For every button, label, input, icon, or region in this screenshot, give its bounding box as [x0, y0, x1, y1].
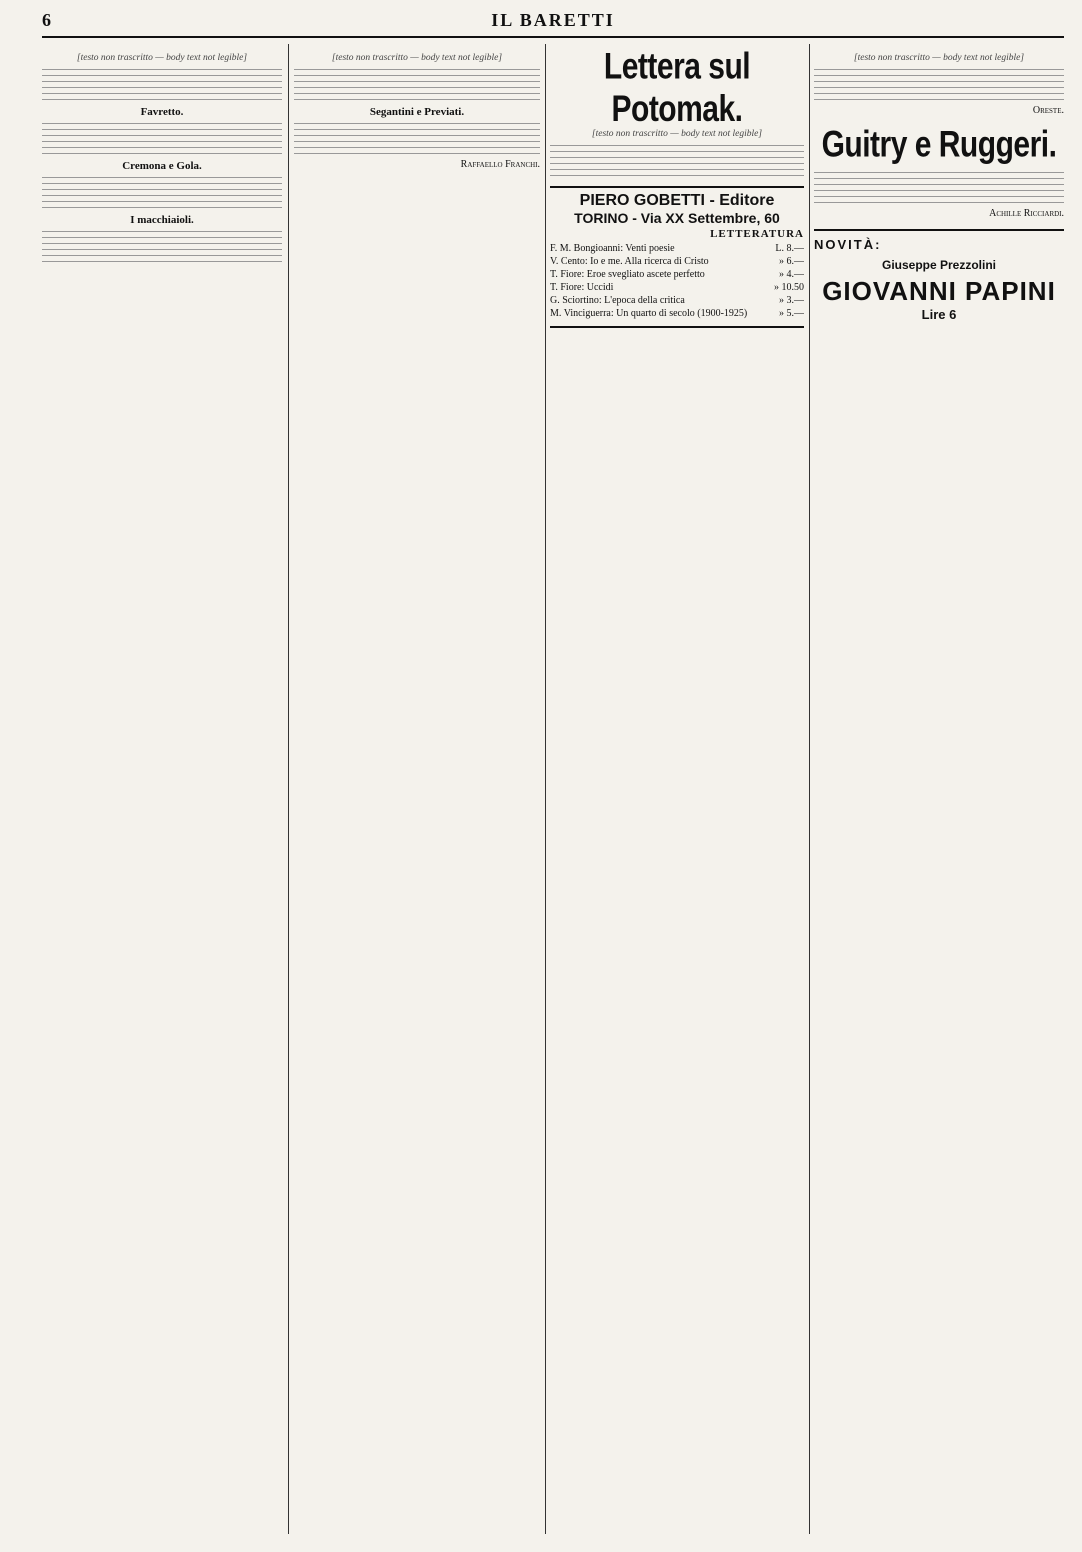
column-4 [814, 44, 1064, 1534]
body-placeholder: [testo non trascritto — body text not legible] [331, 53, 503, 63]
text-lines [550, 145, 804, 176]
book-title: M. Vinciguerra: Un quarto di secolo (1900-1925) [550, 308, 748, 319]
text-lines [294, 123, 540, 154]
book-row [550, 294, 804, 307]
book-row [550, 268, 804, 281]
ad-publisher: PIERO GOBETTI - Editore [579, 192, 775, 209]
book-price: L. 8.— [775, 243, 804, 254]
book-row [550, 307, 804, 320]
article-title: Lettera sul Potomak. [603, 46, 751, 130]
column-rule [545, 44, 546, 1534]
text-lines [42, 69, 282, 100]
book-list [550, 242, 804, 320]
text-lines [42, 177, 282, 208]
article-signature: Achille Ricciardi. [989, 208, 1064, 219]
article-signature: Raffaello Franchi. [460, 159, 540, 170]
book-row [550, 281, 804, 294]
page-header [42, 8, 1064, 38]
publisher-ad [550, 186, 804, 328]
book-title: V. Cento: Io e me. Alla ricerca di Cristo [550, 256, 709, 267]
column-3 [550, 44, 804, 1534]
novita-price: Lire 6 [921, 307, 957, 322]
text-lines [814, 69, 1064, 100]
column-rule [288, 44, 289, 1534]
article-signature: Oreste. [1032, 105, 1064, 116]
novita-title: GIOVANNI PAPINI [822, 276, 1056, 306]
column-1 [42, 44, 282, 1534]
book-price: » 6.— [779, 256, 804, 267]
section-heading: Favretto. [140, 106, 184, 118]
section-heading: Cremona e Gola. [122, 160, 202, 172]
column-rule [809, 44, 810, 1534]
section-heading: I macchiaioli. [130, 214, 194, 226]
book-title: F. M. Bongioanni: Venti poesie [550, 243, 675, 254]
book-price: » 5.— [779, 308, 804, 319]
text-lines [42, 123, 282, 154]
ad-category: LETTERATURA [710, 228, 804, 240]
book-row [550, 255, 804, 268]
book-title: T. Fiore: Eroe svegliato ascete perfetto [550, 269, 705, 280]
text-lines [294, 69, 540, 100]
body-placeholder: [testo non trascritto — body text not legible] [591, 129, 763, 139]
columns [42, 44, 1064, 1534]
book-price: » 10.50 [774, 282, 804, 293]
article-title: Guitry e Ruggeri. [821, 124, 1057, 166]
body-placeholder: [testo non trascritto — body text not legible] [76, 53, 248, 63]
book-title: T. Fiore: Uccidi [550, 282, 614, 293]
section-heading: Segantini e Previati. [369, 106, 465, 118]
book-price: » 4.— [779, 269, 804, 280]
novita-label: NOVITÀ: [814, 229, 1064, 252]
book-price: » 3.— [779, 295, 804, 306]
ad-address: TORINO - Via XX Settembre, 60 [574, 210, 780, 226]
book-title: G. Sciortino: L'epoca della critica [550, 295, 685, 306]
column-2 [294, 44, 540, 1534]
text-lines [42, 231, 282, 262]
book-row [550, 242, 804, 255]
page-number: 6 [42, 10, 51, 30]
body-placeholder: [testo non trascritto — body text not legible] [853, 53, 1025, 63]
novita-author: Giuseppe Prezzolini [881, 258, 997, 272]
masthead: IL BARETTI [491, 10, 615, 30]
text-lines [814, 172, 1064, 203]
newspaper-page [42, 8, 1064, 1538]
